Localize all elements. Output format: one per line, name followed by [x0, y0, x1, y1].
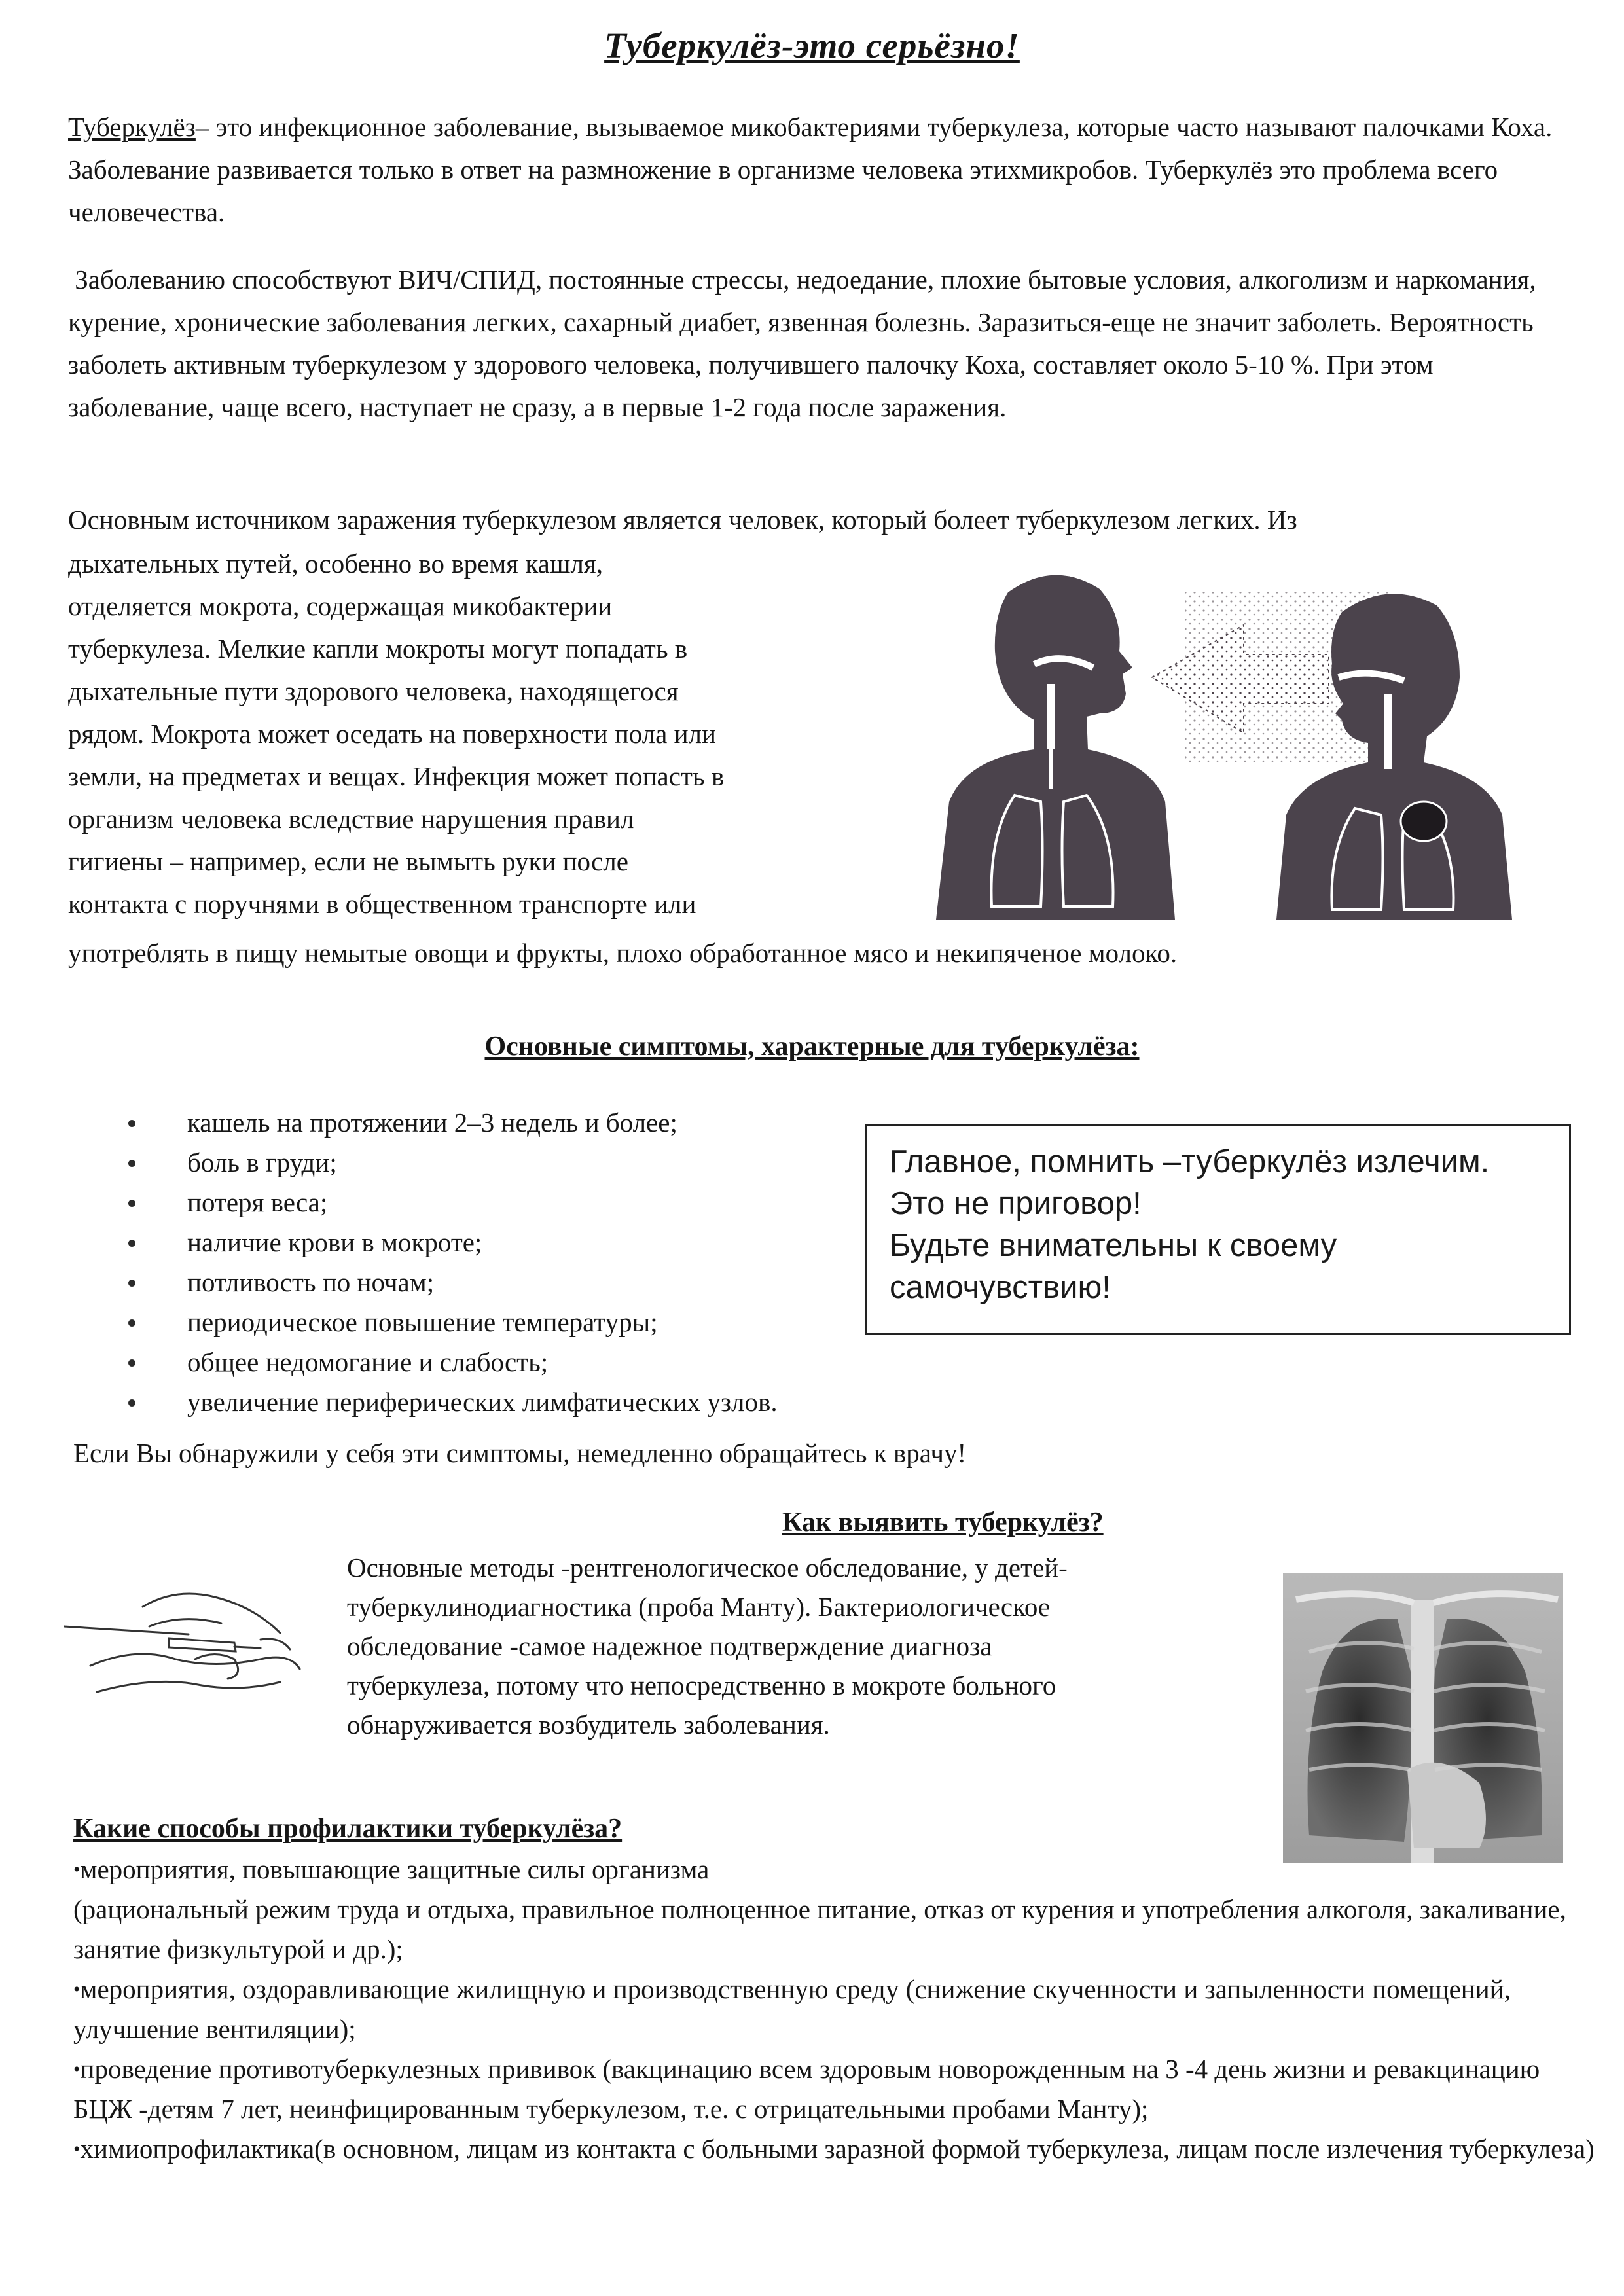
- prevention-list: [73, 1850, 1598, 2169]
- callout-line: Будьте внимательны к своему: [890, 1228, 1337, 1263]
- callout-line: Это не приговор!: [890, 1186, 1142, 1221]
- transmission-line: земли, на предметах и вещах. Инфекция может попасть в: [68, 761, 725, 791]
- transmission-line: организм человека вследствие нарушения правил: [68, 804, 634, 834]
- prevention-item-text: мероприятия, оздоравливающие жилищную и производственную среду (снижение скученности и запыленности помещений, улучшение вентиляции);: [73, 1974, 1511, 2044]
- chest-xray-icon: [1283, 1573, 1563, 1863]
- transmission-line: гигиены – например, если не вымыть руки после: [68, 846, 628, 876]
- list-item: периодическое повышение температуры;: [128, 1302, 966, 1342]
- diagnosis-line: туберкулеза, потому что непосредственно в мокроте больного: [347, 1670, 1056, 1700]
- diagnosis-line: туберкулинодиагностика (проба Манту). Бактериологическое: [347, 1592, 1051, 1622]
- diagnosis-text: [347, 1548, 1263, 1744]
- prevention-item-text: мероприятия, повышающие защитные силы организма: [80, 1854, 710, 1884]
- bullet-icon: •: [73, 2058, 81, 2080]
- intro-paragraph: [68, 106, 1567, 234]
- bullet-icon: •: [73, 1859, 81, 1880]
- transmission-line: контакта с поручнями в общественном транспорте или: [68, 889, 696, 919]
- intro-term: Туберкулёз: [68, 112, 196, 142]
- transmission-line-1: Основным источником заражения туберкулезом является человек, который болеет туберкулезом легких. Из: [68, 505, 1297, 535]
- diagnosis-line: Основные методы -рентгенологическое обследование, у детей-: [347, 1552, 1068, 1583]
- transmission-line: дыхательных путей, особенно во время кашля,: [68, 548, 603, 579]
- intro-text: – это инфекционное заболевание, вызываемое микобактериями туберкулеза, которые часто называют палочками Коха. Заболевание развивается только в ответ на размножение в организме человека этихмикробов. Туберкулёз это проблема всего человечества.: [68, 112, 1553, 227]
- risk-paragraph: [68, 259, 1567, 429]
- callout-line: самочувствию!: [890, 1270, 1111, 1305]
- list-item: наличие крови в мокроте;: [128, 1223, 966, 1263]
- reassurance-callout: [865, 1124, 1571, 1335]
- list-item: потливость по ночам;: [128, 1263, 966, 1302]
- doctor-advice: Если Вы обнаружили у себя эти симптомы, немедленно обращайтесь к врачу!: [73, 1438, 967, 1468]
- diagnosis-line: обследование -самое надежное подтверждение диагноза: [347, 1631, 992, 1661]
- list-item: общее недомогание и слабость;: [128, 1342, 966, 1382]
- symptoms-heading: Основные симптомы, характерные для туберкулёза:: [484, 1031, 1140, 1062]
- chest-xray-image: [1283, 1573, 1563, 1863]
- syringe-hand-icon: [64, 1594, 300, 1692]
- list-item: увеличение периферических лимфатических узлов.: [128, 1382, 966, 1422]
- list-item: потеря веса;: [128, 1183, 966, 1223]
- transmission-line: дыхательные пути здорового человека, находящегося: [68, 676, 679, 706]
- prevention-heading: Какие способы профилактики туберкулёза?: [73, 1814, 623, 1844]
- transmission-last-line: употреблять в пищу немытые овощи и фрукты, плохо обработанное мясо и некипяченое молоко.: [68, 938, 1178, 968]
- transmission-illustration: [936, 553, 1525, 920]
- bullet-icon: •: [73, 1979, 81, 2000]
- prevention-item: [73, 1969, 1598, 2049]
- symptoms-list: [128, 1103, 966, 1422]
- bullet-icon: •: [73, 2138, 81, 2160]
- healthy-person-icon: [936, 575, 1175, 920]
- prevention-item-text: химиопрофилактика(в основном, лицам из контакта с больными заразной формой туберкулеза, лицам после излечения туберкулеза): [80, 2134, 1595, 2164]
- diagnosis-line: обнаруживается возбудитель заболевания.: [347, 1710, 830, 1740]
- risk-text: Заболеванию способствуют ВИЧ/СПИД, постоянные стрессы, недоедание, плохие бытовые условия, алкоголизм и наркомания, курение, хронические заболевания легких, сахарный диабет, язвенная болезнь. Заразиться-еще не значит заболеть. Вероятность заболеть активным туберкулезом у здорового человека, получившего палочку Коха, составляет около 5-10 %. При этом заболевание, чаще всего, наступает не сразу, а в первые 1-2 года после заражения.: [68, 264, 1536, 422]
- prevention-item: [73, 2049, 1598, 2129]
- transmission-line: отделяется мокрота, содержащая микобактерии: [68, 591, 613, 621]
- prevention-item: [73, 2129, 1598, 2169]
- transmission-line: туберкулеза. Мелкие капли мокроты могут попадать в: [68, 634, 688, 664]
- mantoux-test-illustration: [64, 1561, 313, 1712]
- transmission-line: рядом. Мокрота может оседать на поверхности пола или: [68, 719, 716, 749]
- callout-line: Главное, помнить –туберкулёз излечим.: [890, 1144, 1490, 1179]
- diagnosis-heading: Как выявить туберкулёз?: [782, 1507, 1104, 1537]
- prevention-item-text: проведение противотуберкулезных прививок (вакцинацию всем здоровым новорожденным на 3 -4 день жизни и ревакцинацию БЦЖ -детям 7 лет, неинфицированным туберкулезом, т.е. с отрицательными пробами Манту);: [73, 2054, 1540, 2124]
- prevention-item: [73, 1850, 1598, 1890]
- transmission-column: [68, 543, 939, 925]
- list-item: кашель на протяжении 2–3 недель и более;: [128, 1103, 966, 1143]
- page-title: Туберкулёз-это серьёзно!: [604, 26, 1020, 65]
- list-item: боль в груди;: [128, 1143, 966, 1183]
- prevention-item-detail: (рациональный режим труда и отдыха, правильное полноценное питание, отказ от курения и употребления алкоголя, закаливание, занятие физкультурой и др.);: [73, 1894, 1566, 1964]
